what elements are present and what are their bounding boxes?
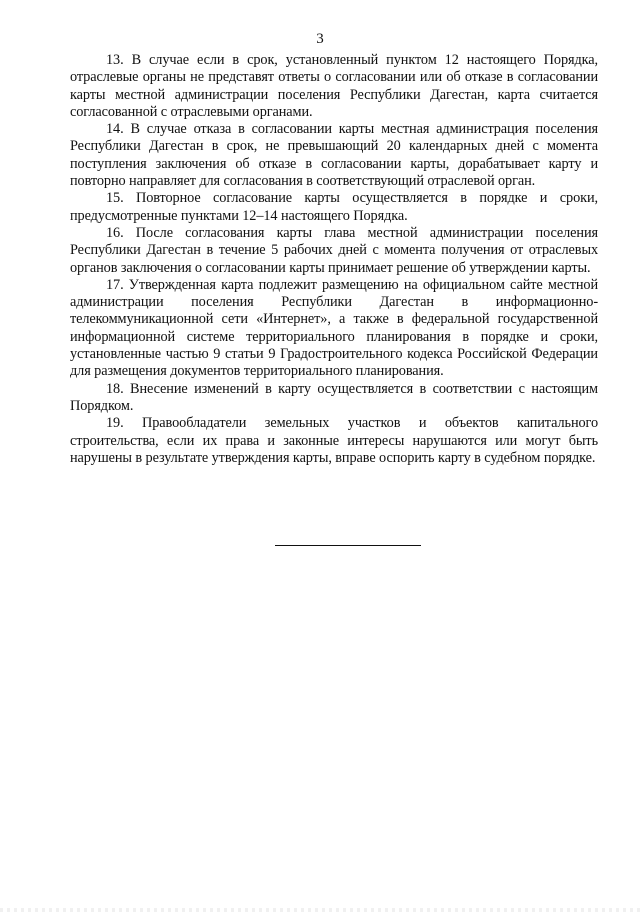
document-body (70, 52, 598, 467)
paragraph-16: 16. После согласования карты глава местной администрации поселения Республики Дагестан в течение 5 рабочих дней с момента получения от отраслевых органов заключения о согласовании карты принимает решение об утверждении карты. (70, 224, 598, 276)
page-number: 3 (316, 31, 324, 47)
paragraph-17: 17. Утвержденная карта подлежит размещению на официальном сайте местной администрации поселения Республики Дагестан в информационно-телекоммуникационной сети «Интернет», а также в федеральной государственной информационной системе территориального планирования в порядке и сроки, установленные частью 9 статьи 9 Градостроительного кодекса Российской Федерации для размещения документов территориального планирования. (70, 276, 598, 380)
scan-bottom-edge (0, 908, 640, 912)
paragraph-15: 15. Повторное согласование карты осуществляется в порядке и сроки, предусмотренные пунктами 12–14 настоящего Порядка. (70, 190, 598, 224)
paragraph-13: 13. В случае если в срок, установленный пунктом 12 настоящего Порядка, отраслевые органы не представят ответы о согласовании или об отказе в согласовании карты местной администрации поселения Республики Дагестан, карта считается согласованной с отраслевыми органами. (70, 52, 598, 120)
paragraph-18: 18. Внесение изменений в карту осуществляется в соответствии с настоящим Порядком. (70, 380, 598, 414)
paragraph-14: 14. В случае отказа в согласовании карты местная администрация поселения Республики Дагестан в срок, не превышающий 20 календарных дней с момента поступления заключения об отказе в согласовании карты, дорабатывает карту и повторно направляет для согласования в соответствующий отраслевой орган. (70, 121, 598, 190)
paragraph-19: 19. Правообладатели земельных участков и объектов капитального строительства, если их права и законные интересы нарушаются или могут быть нарушены в результате утверждения карты, вправе оспорить карту в судебном порядке. (70, 415, 598, 466)
end-divider-line (275, 545, 421, 546)
